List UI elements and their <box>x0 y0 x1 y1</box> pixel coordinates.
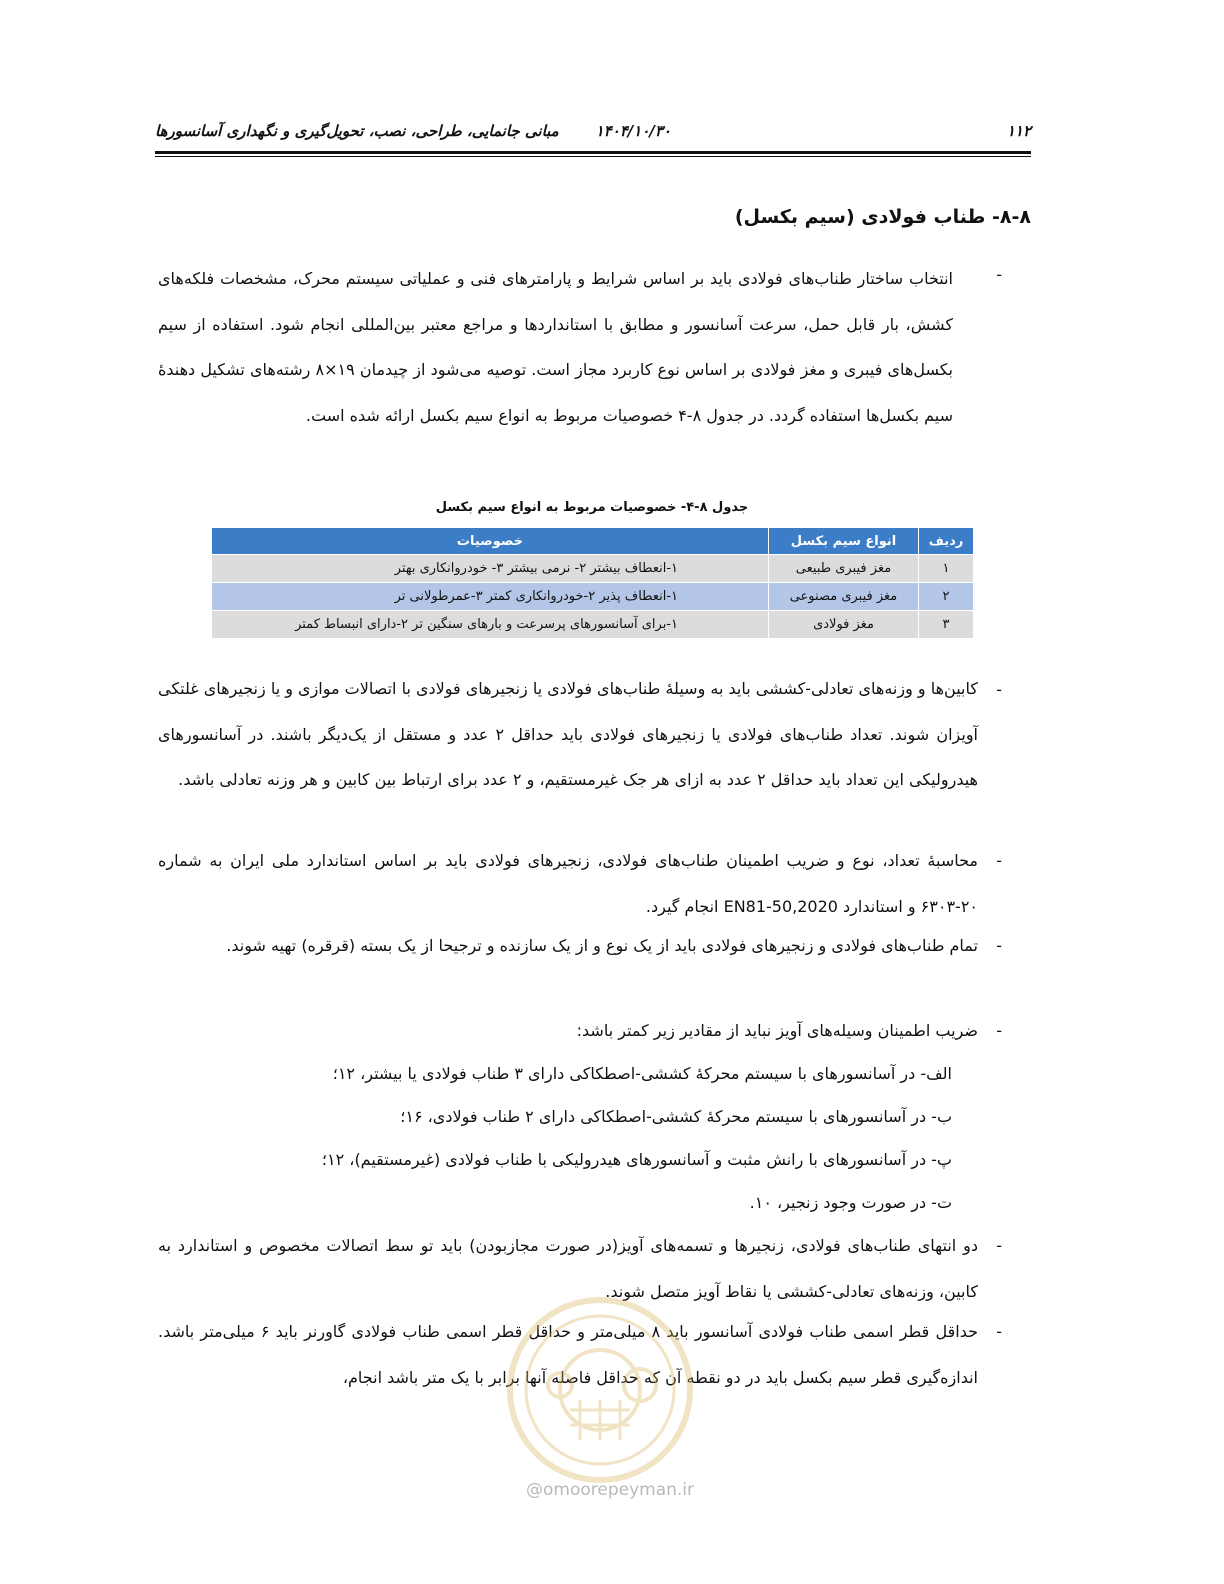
paragraph-suspension: کابین‌ها و وزنه‌های تعادلی-کششی باید به وسیلهٔ طناب‌های فولادی یا زنجیرهای فولادی با اتصالات موازی و یا زنجیرهای غلتکی آویزان شوند. تعداد طناب‌های فولادی یا زنجیرهای فولادی باید حداقل ۲ عدد و مستقل از یک‌دیگر باشند. در آسانسورهای هیدرولیکی این تعداد باید حداقل ۲ عدد به ازای هر جک غیرمستقیم، و ۲ عدد برای ارتباط بین کابین و هر وزنه تعادلی باشد. <box>157 679 978 789</box>
table-cell-features: ۱-انعطاف بیشتر ۲- نرمی بیشتر ۳- خودروانکاری بهتر <box>212 555 769 583</box>
bullet-marker: - <box>996 936 1002 955</box>
bullet-marker: - <box>996 680 1002 699</box>
table-row <box>212 583 974 611</box>
header-title: مبانی جانمایی، طراحی، نصب، تحویل‌گیری و نگهداری آسانسورها <box>155 122 559 140</box>
safety-factor-item: پ- در آسانسورهای با رانش مثبت و آسانسورهای هیدرولیکی با طناب فولادی (غیرمستقیم)، ۱۲؛ <box>321 1150 952 1169</box>
table-cell-features: ۱-برای آسانسورهای پرسرعت و بارهای سنگین تر ۲-دارای انبساط کمتر <box>212 611 769 639</box>
safety-factor-item: ت- در صورت وجود زنجیر، ۱۰. <box>749 1193 952 1212</box>
table-caption: جدول ۸-۴- خصوصیات مربوط به انواع سیم بکسل <box>435 500 749 515</box>
paragraph-same-type: تمام طناب‌های فولادی و زنجیرهای فولادی باید از یک نوع و از یک سازنده و ترجیحا از یک بسته (قرقره) تهیه شوند. <box>226 936 978 955</box>
header-rule-thick <box>155 151 1031 154</box>
table-header-row <box>212 528 974 555</box>
table-cell-type: مغز فیبری طبیعی <box>769 555 919 583</box>
wire-rope-table <box>211 528 974 639</box>
table-header-features: خصوصیات <box>212 528 769 555</box>
bullet-marker: - <box>996 1236 1002 1255</box>
page-number: ۱۱۲ <box>1006 122 1031 140</box>
header-rule-thin <box>155 156 1031 157</box>
bullet-marker: - <box>996 265 1002 284</box>
paragraph-end-fittings: دو انتهای طناب‌های فولادی، زنجیرها و تسمه‌های آویز(در صورت مجازبودن) باید تو سط اتصالات مخصوص و استاندارد به کابین، وزنه‌های تعادلی-کششی یا نقاط آویز متصل شوند. <box>158 1236 978 1301</box>
omoorepeyman-seal-icon <box>500 1290 700 1490</box>
paragraph-wire-selection: انتخاب ساختار طناب‌های فولادی باید بر اساس شرایط و پارامترهای فنی و عملیاتی سیستم محرک، مشخصات فلکه‌های کشش، بار قابل حمل، سرعت آسانسور و مطابق با استانداردها و مراجع معتبر بین‌المللی انجام شود. استفاده از سیم بکسل‌های فیبری و مغز فولادی بر اساس نوع کاربرد مجاز است. توصیه می‌شود از چیدمان ۱۹×۸ رشته‌های تشکیل دهندهٔ سیم بکسل‌ها استفاده گردد. در جدول ۸-۴ خصوصیات مربوط به انواع سیم بکسل ارائه شده است. <box>158 269 954 425</box>
section-heading: ۸-۸- طناب فولادی (سیم بکسل) <box>734 206 1031 228</box>
bullet-marker: - <box>996 1021 1002 1040</box>
table-cell-row-no: ۲ <box>919 583 974 611</box>
header-date: ۱۴۰۴/۱۰/۳۰ <box>595 122 671 140</box>
table-header-type: انواع سیم بکسل <box>769 528 919 555</box>
table-row <box>212 611 974 639</box>
table-cell-features: ۱-انعطاف پذیر ۲-خودروانکاری کمتر ۳-عمرطولانی تر <box>212 583 769 611</box>
table-cell-row-no: ۳ <box>919 611 974 639</box>
table-header-row-no: ردیف <box>919 528 974 555</box>
safety-factor-item: ب- در آسانسورهای با سیستم محرکهٔ کششی-اصطکاکی دارای ۲ طناب فولادی، ۱۶؛ <box>400 1107 952 1126</box>
running-header <box>155 120 1031 146</box>
bullet-marker: - <box>996 1322 1002 1341</box>
paragraph-safety-factor: ضریب اطمینان وسیله‌های آویز نباید از مقادیر زیر کمتر باشد: <box>576 1021 978 1040</box>
paragraph-calculation: محاسبهٔ تعداد، نوع و ضریب اطمینان طناب‌های فولادی، زنجیرهای فولادی باید بر اساس استاندارد ملی ایران به شماره ۲۰-۶۳۰۳ و استاندارد EN81-50,2020 انجام گیرد. <box>158 851 978 916</box>
paragraph-diameter: حداقل قطر اسمی طناب فولادی آسانسور باید ۸ میلی‌متر و حداقل قطر اسمی طناب فولادی گاورنر باید ۶ میلی‌متر باشد. اندازه‌گیری قطر سیم بکسل باید در دو نقطه آن که حداقل فاصله آنها برابر با یک متر باشد انجام، <box>158 1322 979 1387</box>
safety-factor-item: الف- در آسانسورهای با سیستم محرکهٔ کششی-اصطکاکی دارای ۳ طناب فولادی یا بیشتر، ۱۲؛ <box>332 1064 952 1083</box>
table-cell-row-no: ۱ <box>919 555 974 583</box>
table-row <box>212 555 974 583</box>
bullet-marker: - <box>996 851 1002 870</box>
table-cell-type: مغز فیبری مصنوعی <box>769 583 919 611</box>
table-cell-type: مغز فولادی <box>769 611 919 639</box>
watermark-text: @omoorepeyman.ir <box>525 1480 695 1500</box>
